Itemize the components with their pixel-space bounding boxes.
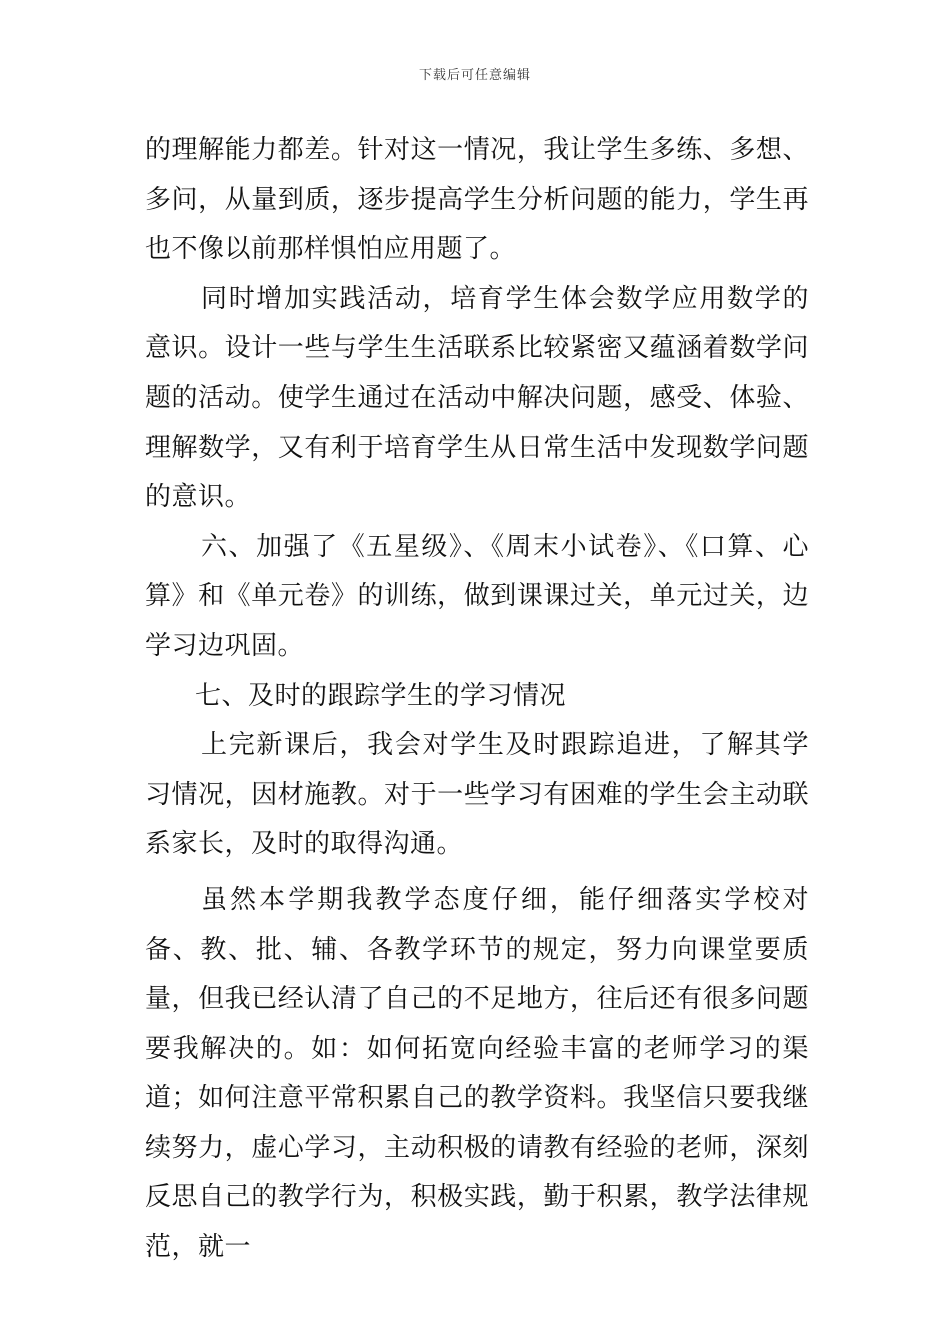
document-body (145, 126, 809, 1273)
paragraph-6: 虽然本学期我教学态度仔细，能仔细落实学校对备、教、批、辅、各教学环节的规定，努力向课堂要质量，但我已经认清了自己的不足地方，往后还有很多问题要我解决的。如：如何拓宽向经验丰富的老师学习的渠道；如何注意平常积累自己的教学资料。我坚信只要我继续努力，虚心学习，主动积极的请教有经验的老师，深刻反思自己的教学行为，积极实践，勤于积累，教学法律规范，就一 (145, 884, 809, 1263)
page-header-note: 下载后可任意编辑 (418, 68, 531, 83)
paragraph-4-heading: 七、及时的跟踪学生的学习情况 (195, 680, 567, 711)
paragraph-5: 上完新课后，我会对学生及时跟踪追进，了解其学习情况，因材施教。对于一些学习有困难的学生会主动联系家长，及时的取得沟通。 (145, 730, 809, 860)
paragraph-3: 六、加强了《五星级》、《周末小试卷》、《口算、心算》和《单元卷》的训练，做到课课过关，单元过关，边学习边巩固。 (145, 531, 809, 661)
paragraph-2: 同时增加实践活动，培育学生体会数学应用数学的意识。设计一些与学生生活联系比较紧密又蕴涵着数学问题的活动。使学生通过在活动中解决问题，感受、体验、理解数学，又有利于培育学生从日常生活中发现数学问题的意识。 (145, 283, 809, 513)
paragraph-1: 的理解能力都差。针对这一情况，我让学生多练、多想、多问，从量到质，逐步提高学生分析问题的能力，学生再也不像以前那样惧怕应用题了。 (145, 135, 809, 265)
